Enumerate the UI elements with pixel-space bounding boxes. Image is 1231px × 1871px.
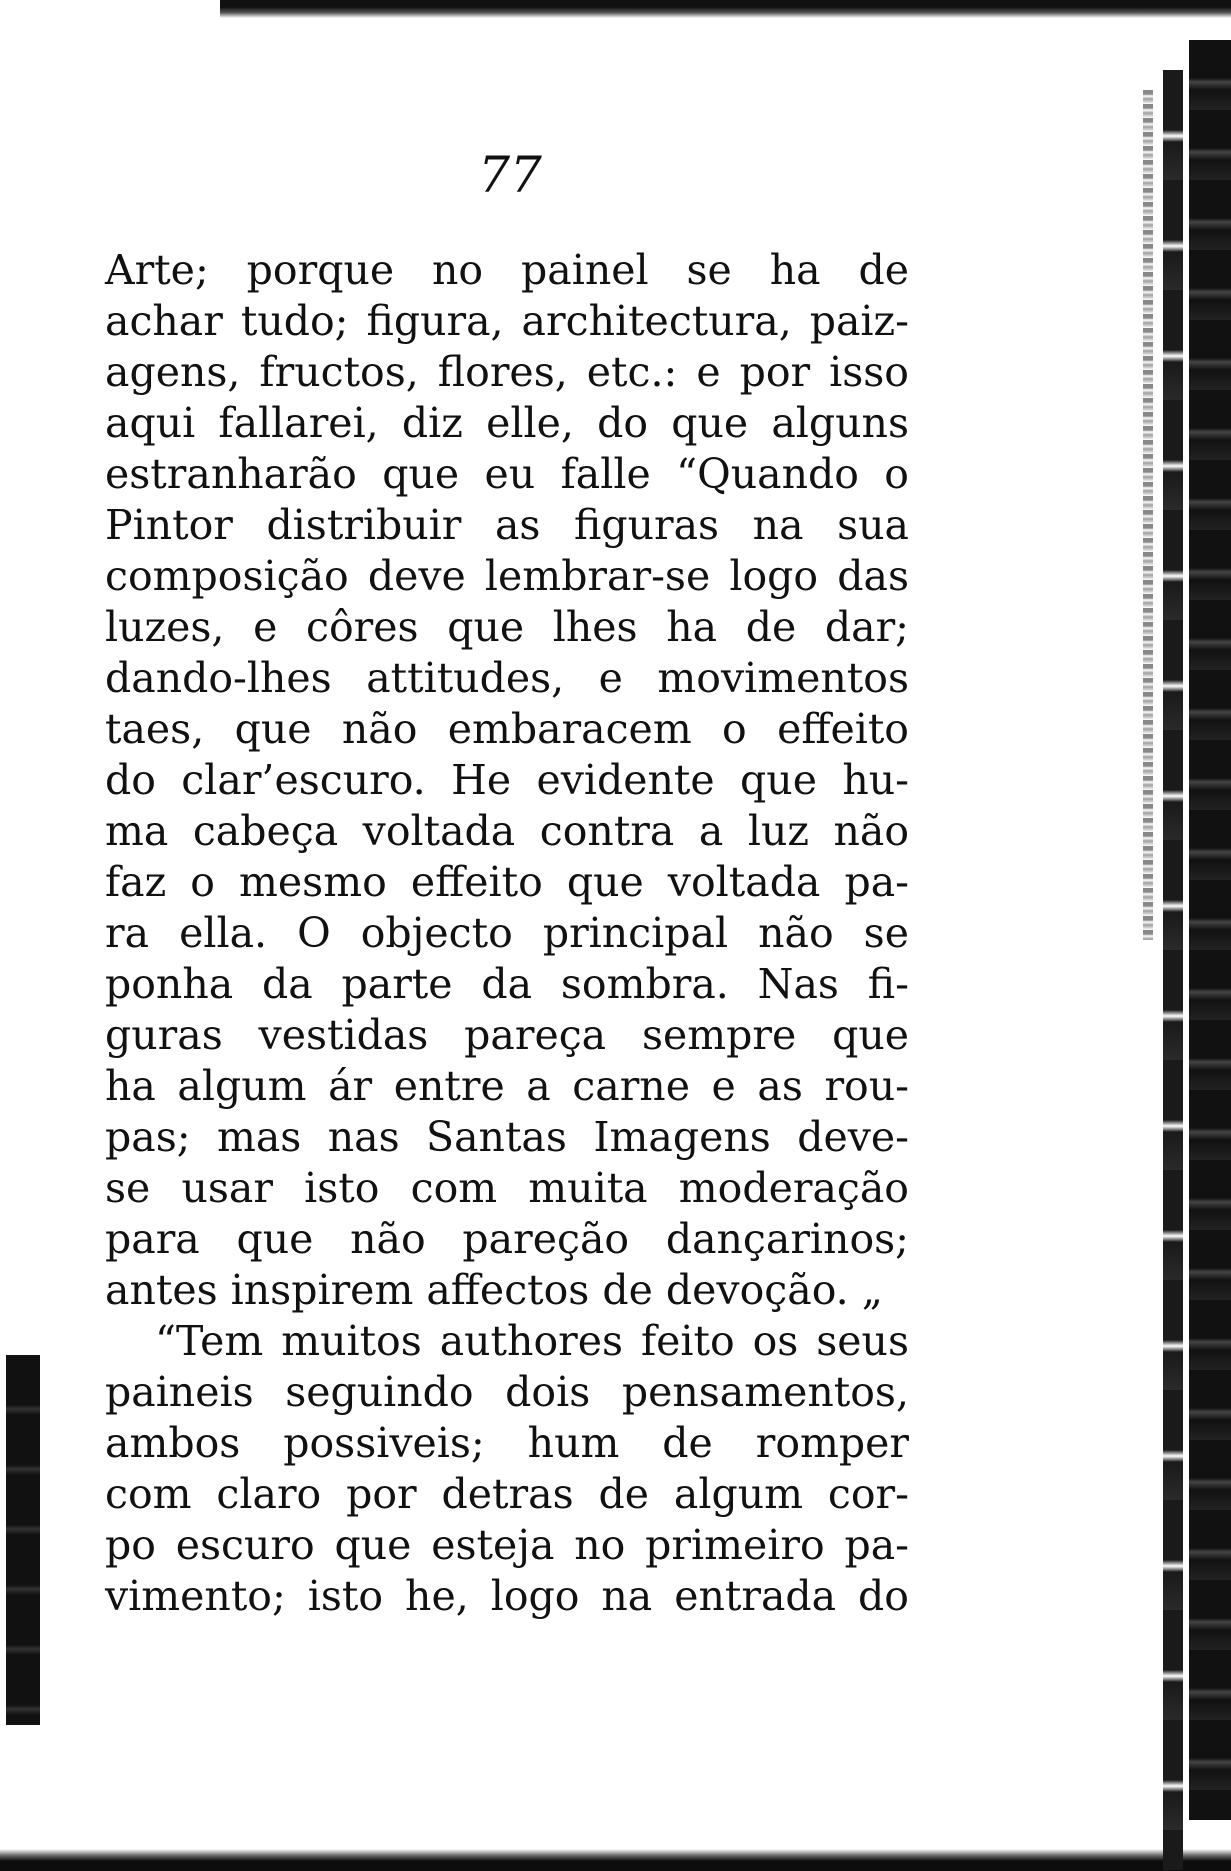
- text-line: estranharão que eu falle “Quando o: [105, 450, 909, 498]
- text-line: “Tem muitos authores feito os seus: [155, 1317, 909, 1365]
- text-line: Arte; porque no painel se ha de: [105, 246, 909, 294]
- text-line: ponha da parte da sombra. Nas fi-: [105, 960, 909, 1008]
- scan-edge-top: [220, 0, 1231, 18]
- scan-edge-bottom: [0, 1849, 1231, 1871]
- text-line: com claro por detras de algum cor-: [105, 1470, 909, 1518]
- text-line: faz o mesmo effeito que voltada pa-: [105, 858, 909, 906]
- text-line: aqui fallarei, diz elle, do que alguns: [105, 399, 909, 447]
- text-line: dando-lhes attitudes, e movimentos: [105, 654, 909, 702]
- scan-edge-right: [1189, 40, 1231, 1820]
- text-line: se usar isto com muita moderação: [105, 1164, 909, 1212]
- text-line: vimento; isto he, logo na entrada do: [105, 1572, 909, 1620]
- text-line: ha algum ár entre a carne e as rou-: [105, 1062, 909, 1110]
- body-text: [105, 245, 909, 1622]
- text-line: pas; mas nas Santas Imagens deve-: [105, 1113, 909, 1161]
- text-line: ma cabeça voltada contra a luz não: [105, 807, 909, 855]
- text-line: para que não pareção dançarinos;: [105, 1215, 909, 1263]
- text-line: guras vestidas pareça sempre que: [105, 1011, 909, 1059]
- scan-edge-left: [6, 1355, 40, 1725]
- text-line: composição deve lembrar-se logo das: [105, 552, 909, 600]
- text-line: agens, fructos, flores, etc.: e por isso: [105, 348, 909, 396]
- text-line: ra ella. O objecto principal não se: [105, 909, 909, 957]
- text-line: antes inspirem affectos de devoção. „: [105, 1266, 883, 1314]
- text-line: Pintor distribuir as figuras na sua: [105, 501, 909, 549]
- scan-edge-right-faint: [1143, 90, 1153, 940]
- page-number: 77: [478, 146, 542, 204]
- text-line: luzes, e côres que lhes ha de dar;: [105, 603, 909, 651]
- text-line: paineis seguindo dois pensamentos,: [105, 1368, 909, 1416]
- text-line: do clar’escuro. He evidente que hu-: [105, 756, 909, 804]
- text-line: achar tudo; figura, architectura, paiz-: [105, 297, 909, 345]
- text-line: ambos possiveis; hum de romper: [105, 1419, 909, 1467]
- text-line: po escuro que esteja no primeiro pa-: [105, 1521, 909, 1569]
- text-line: taes, que não embaracem o effeito: [105, 705, 909, 753]
- scan-edge-right-inner: [1163, 70, 1183, 1870]
